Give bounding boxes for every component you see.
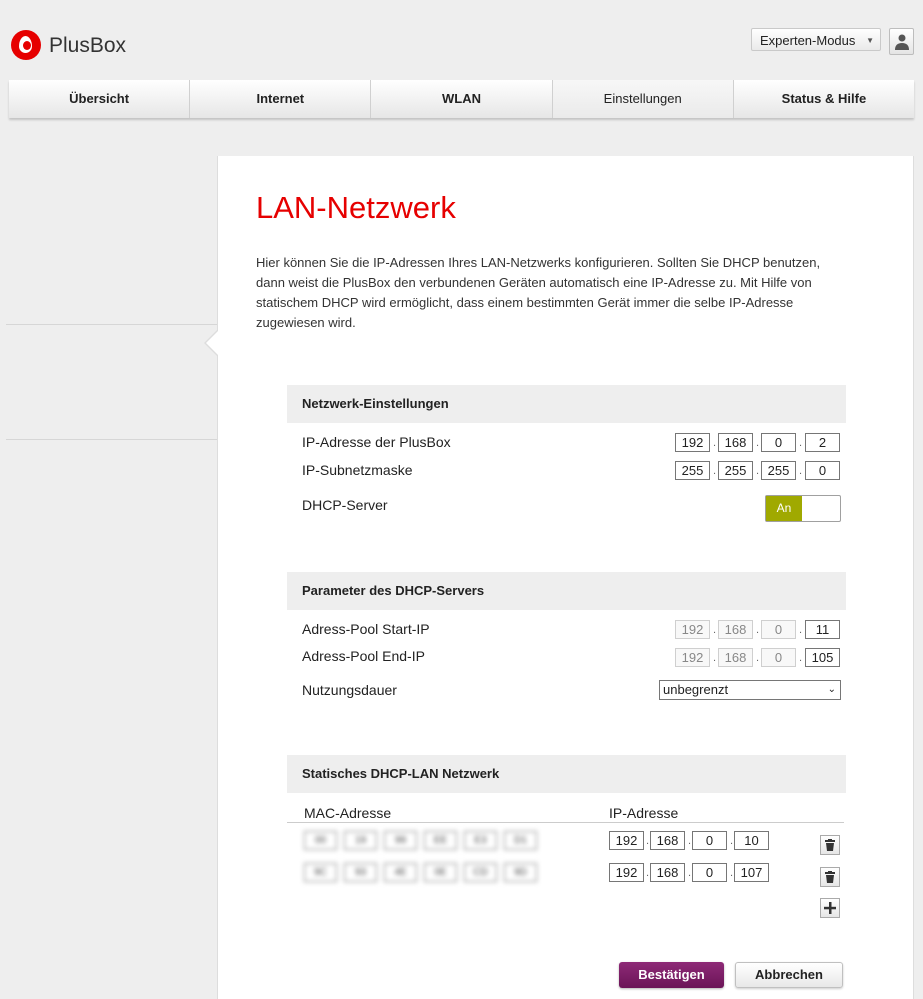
mac-octet: D1: [504, 831, 537, 850]
lease-select[interactable]: [659, 680, 841, 700]
intro-text: Hier können Sie die IP-Adressen Ihres LAN-Netzwerks konfigurieren. Sollten Sie DHCP benutzen, dann weist die PlusBox den verbundenen Geräten automatisch eine IP-Adresse zu. Mit Hilfe von statischem DHCP wird ermöglicht, dass einem bestimmten Gerät immer die selbe IP-Adresse zugewiesen wird.: [256, 255, 821, 330]
mac-octet: 99: [384, 831, 417, 850]
toggle-on-state: An: [766, 496, 802, 521]
mask-octet-1[interactable]: 255: [675, 461, 710, 480]
delete-row-button[interactable]: [820, 867, 840, 887]
mac-octet: 9D: [504, 863, 537, 882]
tab-status-hilfe[interactable]: Status & Hilfe: [734, 80, 914, 118]
mac-octet: 0E: [424, 863, 457, 882]
ip-octet-4[interactable]: 2: [805, 433, 840, 452]
mac-octet: 9C: [304, 863, 337, 882]
end-octet-4[interactable]: 105: [805, 648, 840, 667]
start-octet-3: 0: [761, 620, 796, 639]
static-ip-octet[interactable]: 0: [692, 863, 727, 882]
dot-separator: .: [756, 652, 760, 664]
mode-select-value: Experten-Modus: [760, 33, 856, 48]
ip-octet-1[interactable]: 192: [675, 433, 710, 452]
dot-separator: .: [713, 437, 717, 449]
trash-icon: [824, 871, 836, 883]
brand-name: PlusBox: [49, 34, 127, 57]
dot-separator: .: [756, 624, 760, 636]
end-octet-2: 168: [718, 648, 753, 667]
section-heading-dhcp: Parameter des DHCP-Servers: [287, 572, 846, 610]
mac-octet: 19: [344, 831, 377, 850]
dot-separator: .: [688, 867, 692, 879]
dot-separator: .: [799, 624, 803, 636]
tab-uebersicht[interactable]: Übersicht: [9, 80, 190, 118]
mac-octet: EE: [424, 831, 457, 850]
mac-octet: E3: [464, 831, 497, 850]
dot-separator: .: [730, 835, 734, 847]
add-row-button[interactable]: [820, 898, 840, 918]
mac-octet: 4E: [384, 863, 417, 882]
mode-select[interactable]: [751, 28, 881, 51]
vodafone-logo-icon: [11, 30, 41, 60]
section-heading-network: Netzwerk-Einstellungen: [287, 385, 846, 423]
user-icon: [894, 33, 910, 51]
dhcp-label: DHCP-Server: [302, 497, 388, 513]
static-ip-octet[interactable]: 192: [609, 863, 644, 882]
mac-octet: 00: [304, 831, 337, 850]
lease-select-value: unbegrenzt: [663, 682, 729, 697]
start-octet-2: 168: [718, 620, 753, 639]
cancel-button[interactable]: Abbrechen: [735, 962, 843, 988]
mask-octet-2[interactable]: 255: [718, 461, 753, 480]
dot-separator: .: [799, 652, 803, 664]
ip-label: IP-Adresse der PlusBox: [302, 434, 451, 450]
lease-label: Nutzungsdauer: [302, 682, 397, 698]
ip-octet-3[interactable]: 0: [761, 433, 796, 452]
dot-separator: .: [713, 465, 717, 477]
chevron-down-icon: ▼: [866, 36, 874, 45]
chevron-down-icon: ⌄: [827, 684, 836, 695]
mask-octet-4[interactable]: 0: [805, 461, 840, 480]
confirm-button[interactable]: Bestätigen: [619, 962, 724, 988]
dot-separator: .: [730, 867, 734, 879]
dot-separator: .: [799, 437, 803, 449]
dot-separator: .: [713, 652, 717, 664]
header: [0, 0, 923, 76]
pool-end-label: Adress-Pool End-IP: [302, 648, 425, 664]
column-header-mac: MAC-Adresse: [304, 805, 392, 821]
tab-wlan[interactable]: WLAN: [371, 80, 552, 118]
dot-separator: .: [646, 867, 650, 879]
mask-octet-3[interactable]: 255: [761, 461, 796, 480]
table-header-divider: [287, 822, 844, 823]
user-button[interactable]: [889, 28, 914, 55]
static-ip-octet[interactable]: 168: [650, 831, 685, 850]
active-pointer-fill: [206, 331, 218, 355]
mask-label: IP-Subnetzmaske: [302, 462, 413, 478]
start-octet-4[interactable]: 11: [805, 620, 840, 639]
start-octet-1: 192: [675, 620, 710, 639]
delete-row-button[interactable]: [820, 835, 840, 855]
end-octet-1: 192: [675, 648, 710, 667]
sidebar-divider: [6, 439, 218, 440]
plus-icon: [824, 902, 836, 914]
dot-separator: .: [713, 624, 717, 636]
mac-octet: 93: [344, 863, 377, 882]
tab-einstellungen[interactable]: Einstellungen: [553, 80, 734, 118]
column-header-ip: IP-Adresse: [609, 805, 679, 821]
dot-separator: .: [688, 835, 692, 847]
static-ip-octet[interactable]: 10: [734, 831, 769, 850]
page-title: LAN-Netzwerk: [256, 190, 456, 225]
sidebar-divider: [6, 324, 218, 325]
dot-separator: .: [756, 465, 760, 477]
static-ip-octet[interactable]: 168: [650, 863, 685, 882]
ip-octet-2[interactable]: 168: [718, 433, 753, 452]
main-nav: [9, 80, 914, 118]
dot-separator: .: [799, 465, 803, 477]
dot-separator: .: [756, 437, 760, 449]
end-octet-3: 0: [761, 648, 796, 667]
section-heading-static: Statisches DHCP-LAN Netzwerk: [287, 755, 846, 793]
tab-internet[interactable]: Internet: [190, 80, 371, 118]
mac-octet: CD: [464, 863, 497, 882]
static-ip-octet[interactable]: 0: [692, 831, 727, 850]
trash-icon: [824, 839, 836, 851]
dot-separator: .: [646, 835, 650, 847]
pool-start-label: Adress-Pool Start-IP: [302, 621, 430, 637]
dhcp-toggle[interactable]: [765, 495, 841, 522]
static-ip-octet[interactable]: 192: [609, 831, 644, 850]
static-ip-octet[interactable]: 107: [734, 863, 769, 882]
